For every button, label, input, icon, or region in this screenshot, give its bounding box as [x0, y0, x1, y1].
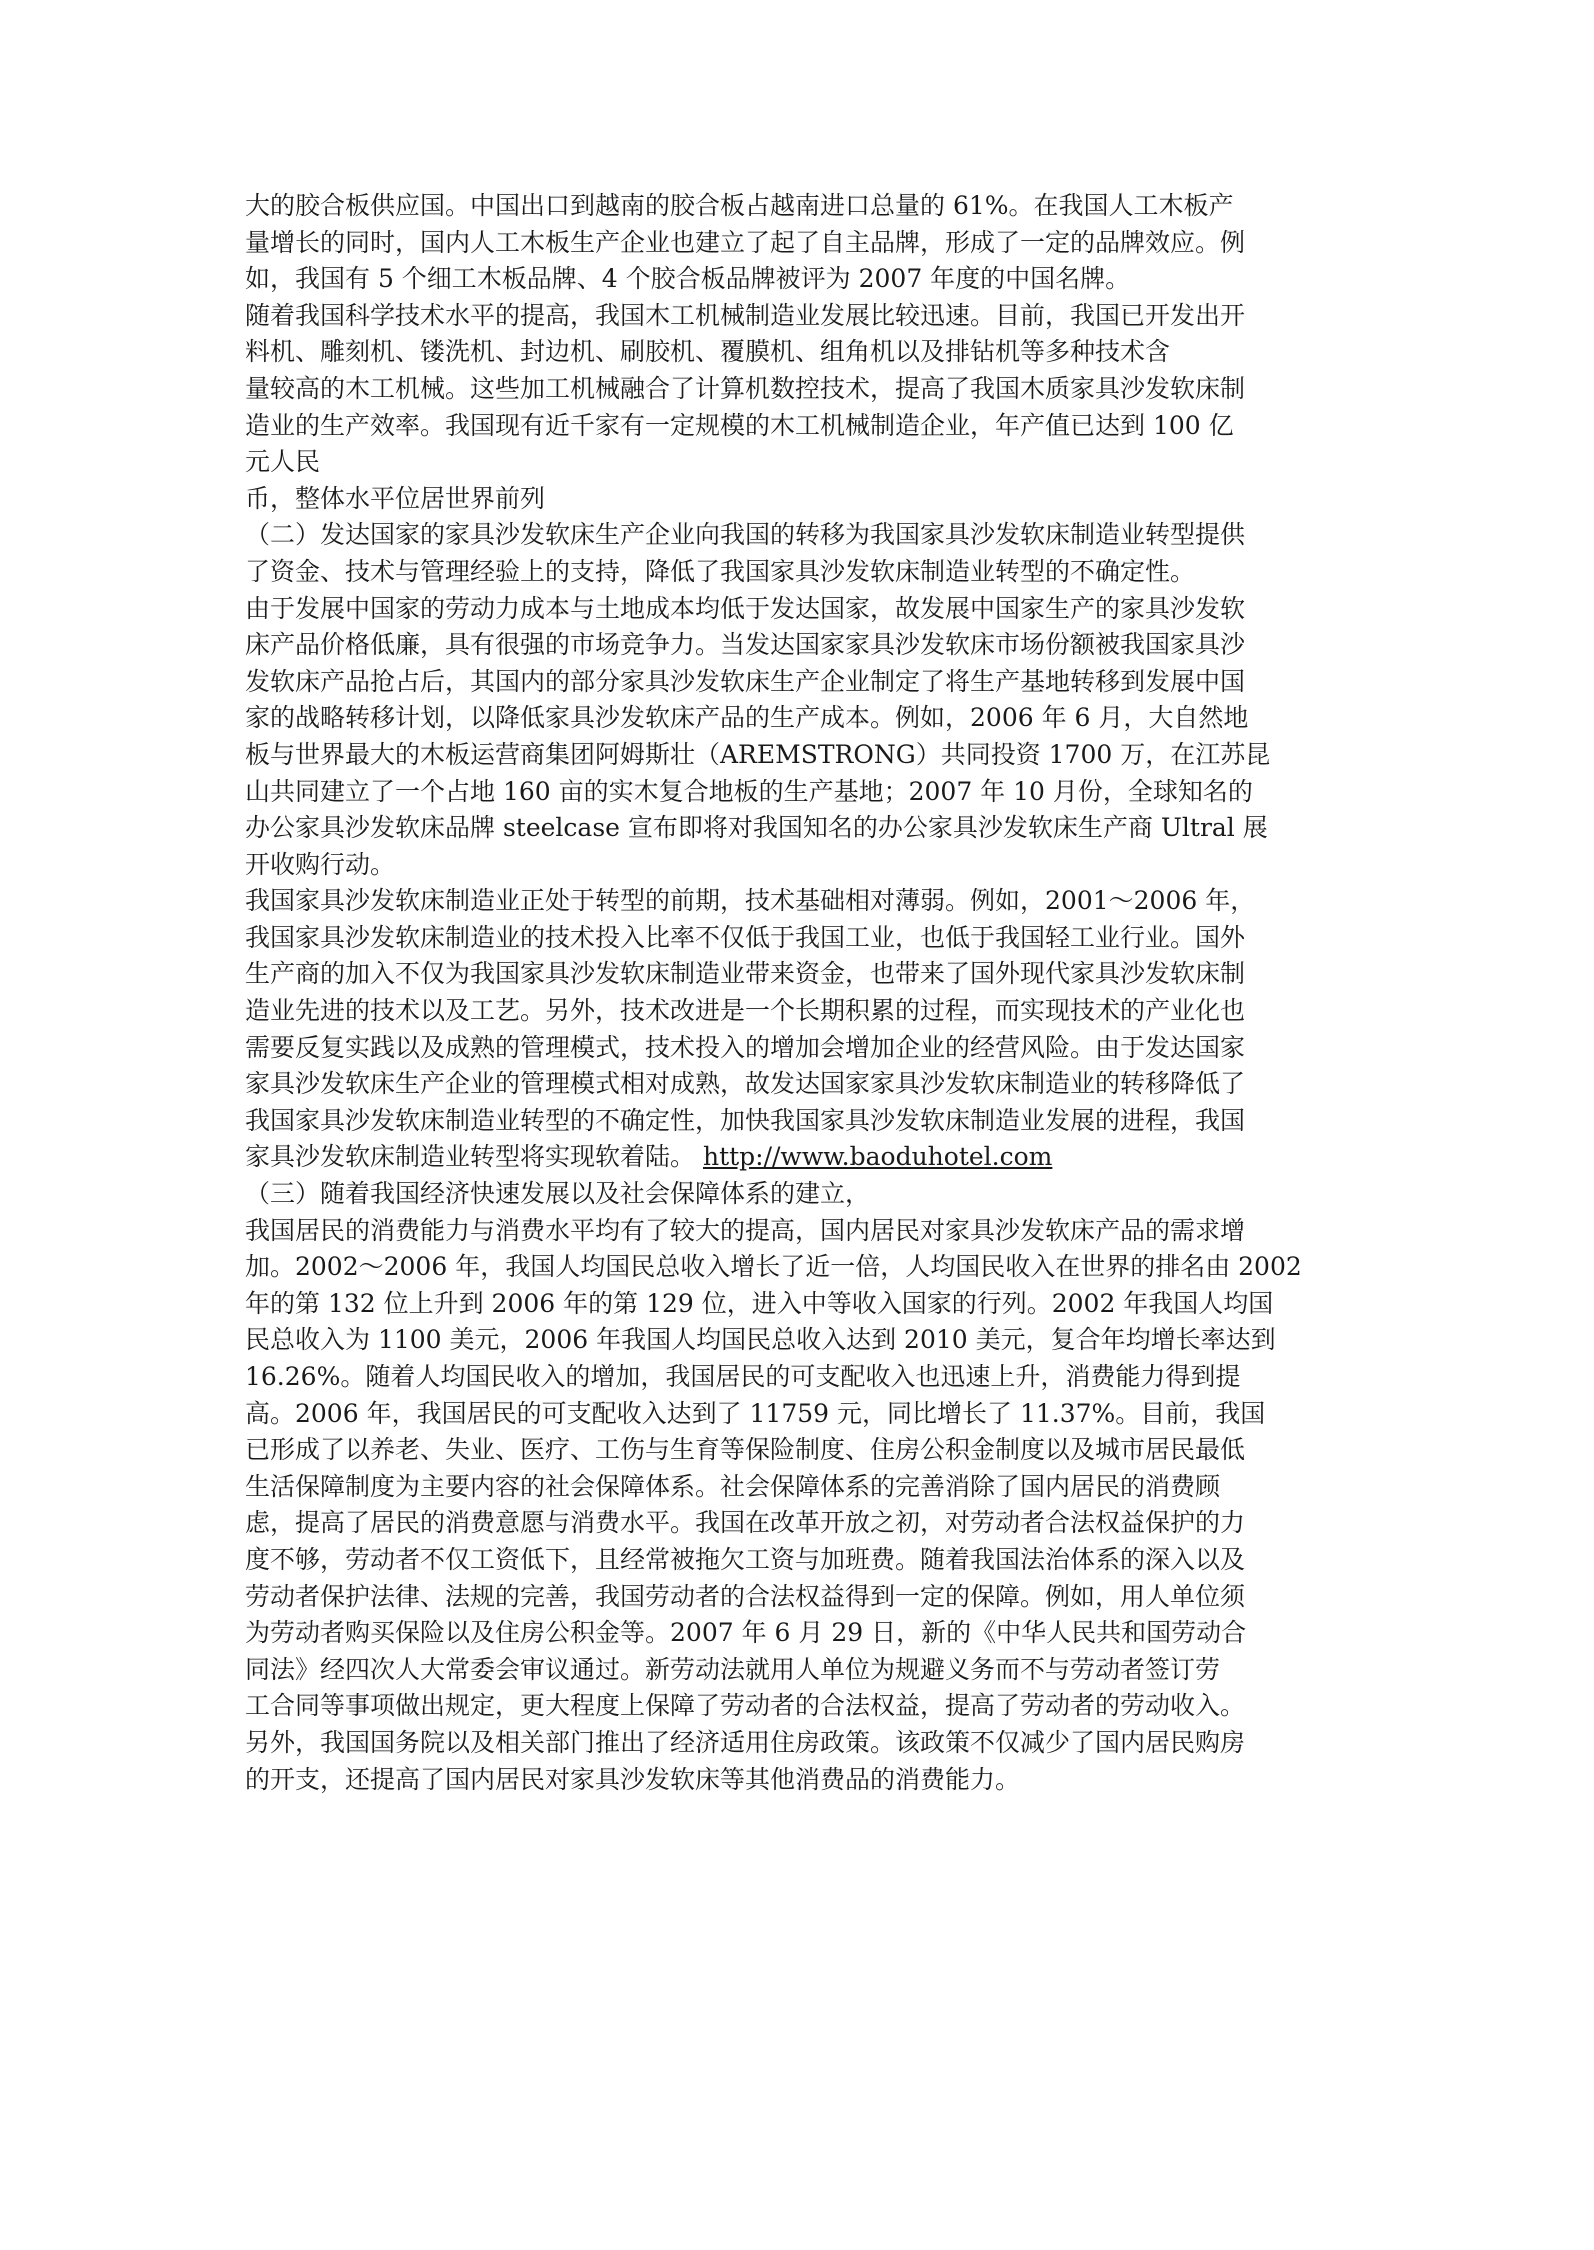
text-line: 元人民 — [245, 447, 321, 477]
text-line: 度不够，劳动者不仅工资低下，且经常被拖欠工资与加班费。随着我国法治体系的深入以及 — [245, 1544, 1246, 1574]
text-segment: 家具沙发软床制造业转型将实现软着陆。 — [245, 1142, 696, 1172]
text-line: 我国家具沙发软床制造业的技术投入比率不仅低于我国工业，也低于我国轻工业行业。国外 — [245, 922, 1246, 952]
text-line: 为劳动者购买保险以及住房公积金等。2007 年 6 月 29 日，新的《中华人民共和国劳动合 — [245, 1618, 1247, 1648]
text-line: 量增长的同时，国内人工木板生产企业也建立了起了自主品牌，形成了一定的品牌效应。例 — [245, 227, 1246, 257]
text-line: 我国居民的消费能力与消费水平均有了较大的提高，国内居民对家具沙发软床产品的需求增 — [245, 1215, 1246, 1245]
document-page — [245, 188, 1365, 1798]
text-line: 家的战略转移计划，以降低家具沙发软床产品的生产成本。例如，2006 年 6 月，大自然地 — [245, 703, 1249, 733]
text-line: 工合同等事项做出规定，更大程度上保障了劳动者的合法权益，提高了劳动者的劳动收入。 — [245, 1691, 1246, 1721]
text-line: 生活保障制度为主要内容的社会保障体系。社会保障体系的完善消除了国内居民的消费顾 — [245, 1471, 1221, 1501]
text-line: 造业先进的技术以及工艺。另外，技术改进是一个长期积累的过程，而实现技术的产业化也 — [245, 996, 1246, 1026]
text-line: 我国家具沙发软床制造业转型的不确定性，加快我国家具沙发软床制造业发展的进程，我国 — [245, 1105, 1246, 1135]
website-link[interactable]: http://www.baoduhotel.com — [702, 1142, 1053, 1172]
text-line: 16.26%。随着人均国民收入的增加，我国居民的可支配收入也迅速上升，消费能力得到提 — [245, 1362, 1241, 1391]
text-line: 了资金、技术与管理经验上的支持，降低了我国家具沙发软床制造业转型的不确定性。 — [245, 556, 1196, 586]
text-line: 办公家具沙发软床品牌 steelcase 宣布即将对我国知名的办公家具沙发软床生产商 Ultral 展 — [245, 813, 1268, 843]
text-line: 发软床产品抢占后，其国内的部分家具沙发软床生产企业制定了将生产基地转移到发展中国 — [245, 666, 1246, 696]
text-line: 需要反复实践以及成熟的管理模式，技术投入的增加会增加企业的经营风险。由于发达国家 — [245, 1032, 1246, 1062]
text-line: 生产商的加入不仅为我国家具沙发软床制造业带来资金，也带来了国外现代家具沙发软床制 — [245, 959, 1246, 989]
text-line: 床产品价格低廉，具有很强的市场竞争力。当发达国家家具沙发软床市场份额被我国家具沙 — [245, 630, 1246, 660]
section-heading-2: （二）发达国家的家具沙发软床生产企业向我国的转移为我国家具沙发软床制造业转型提供 — [245, 520, 1246, 550]
text-line: 加。2002～2006 年，我国人均国民总收入增长了近一倍，人均国民收入在世界的排名由 2002 — [245, 1252, 1302, 1282]
text-line: 大的胶合板供应国。中国出口到越南的胶合板占越南进口总量的 61%。在我国人工木板产 — [245, 191, 1234, 220]
text-line: 板与世界最大的木板运营商集团阿姆斯壮（AREMSTRONG）共同投资 1700 万，在江苏昆 — [245, 739, 1271, 769]
text-line: 劳动者保护法律、法规的完善，我国劳动者的合法权益得到一定的保障。例如，用人单位须 — [245, 1581, 1246, 1611]
text-line-with-link — [245, 1139, 1365, 1176]
text-line: 山共同建立了一个占地 160 亩的实木复合地板的生产基地；2007 年 10 月份，全球知名的 — [245, 776, 1253, 806]
text-line: 料机、雕刻机、镂洗机、封边机、刷胶机、覆膜机、组角机以及排钻机等多种技术含 — [245, 337, 1171, 367]
text-line: 币，整体水平位居世界前列 — [245, 483, 546, 513]
text-line: 的开支，还提高了国内居民对家具沙发软床等其他消费品的消费能力。 — [245, 1764, 1021, 1794]
text-line: 我国家具沙发软床制造业正处于转型的前期，技术基础相对薄弱。例如，2001～2006 年， — [245, 886, 1256, 916]
text-line: 虑，提高了居民的消费意愿与消费水平。我国在改革开放之初，对劳动者合法权益保护的力 — [245, 1508, 1246, 1538]
text-line: 民总收入为 1100 美元，2006 年我国人均国民总收入达到 2010 美元，复合年均增长率达到 — [245, 1325, 1276, 1355]
text-line: 另外，我国国务院以及相关部门推出了经济适用住房政策。该政策不仅减少了国内居民购房 — [245, 1727, 1246, 1757]
text-line: 开收购行动。 — [245, 849, 396, 879]
text-line: 造业的生产效率。我国现有近千家有一定规模的木工机械制造企业，年产值已达到 100 亿 — [245, 410, 1234, 440]
text-line: 如，我国有 5 个细工木板品牌、4 个胶合板品牌被评为 2007 年度的中国名牌。 — [245, 264, 1131, 294]
section-heading-3: （三）随着我国经济快速发展以及社会保障体系的建立， — [245, 1179, 871, 1209]
text-line: 已形成了以养老、失业、医疗、工伤与生育等保险制度、住房公积金制度以及城市居民最低 — [245, 1435, 1246, 1465]
text-line: 量较高的木工机械。这些加工机械融合了计算机数控技术，提高了我国木质家具沙发软床制 — [245, 373, 1246, 403]
text-line: 同法》经四次人大常委会审议通过。新劳动法就用人单位为规避义务而不与劳动者签订劳 — [245, 1654, 1221, 1684]
text-line: 高。2006 年，我国居民的可支配收入达到了 11759 元，同比增长了 11.37%。目前，我国 — [245, 1398, 1266, 1428]
text-line: 随着我国科学技术水平的提高，我国木工机械制造业发展比较迅速。目前，我国已开发出开 — [245, 300, 1246, 330]
text-line: 年的第 132 位上升到 2006 年的第 129 位，进入中等收入国家的行列。2002 年我国人均国 — [245, 1288, 1274, 1318]
text-line: 由于发展中国家的劳动力成本与土地成本均低于发达国家，故发展中国家生产的家具沙发软 — [245, 593, 1246, 623]
text-line: 家具沙发软床生产企业的管理模式相对成熟，故发达国家家具沙发软床制造业的转移降低了 — [245, 1069, 1246, 1099]
